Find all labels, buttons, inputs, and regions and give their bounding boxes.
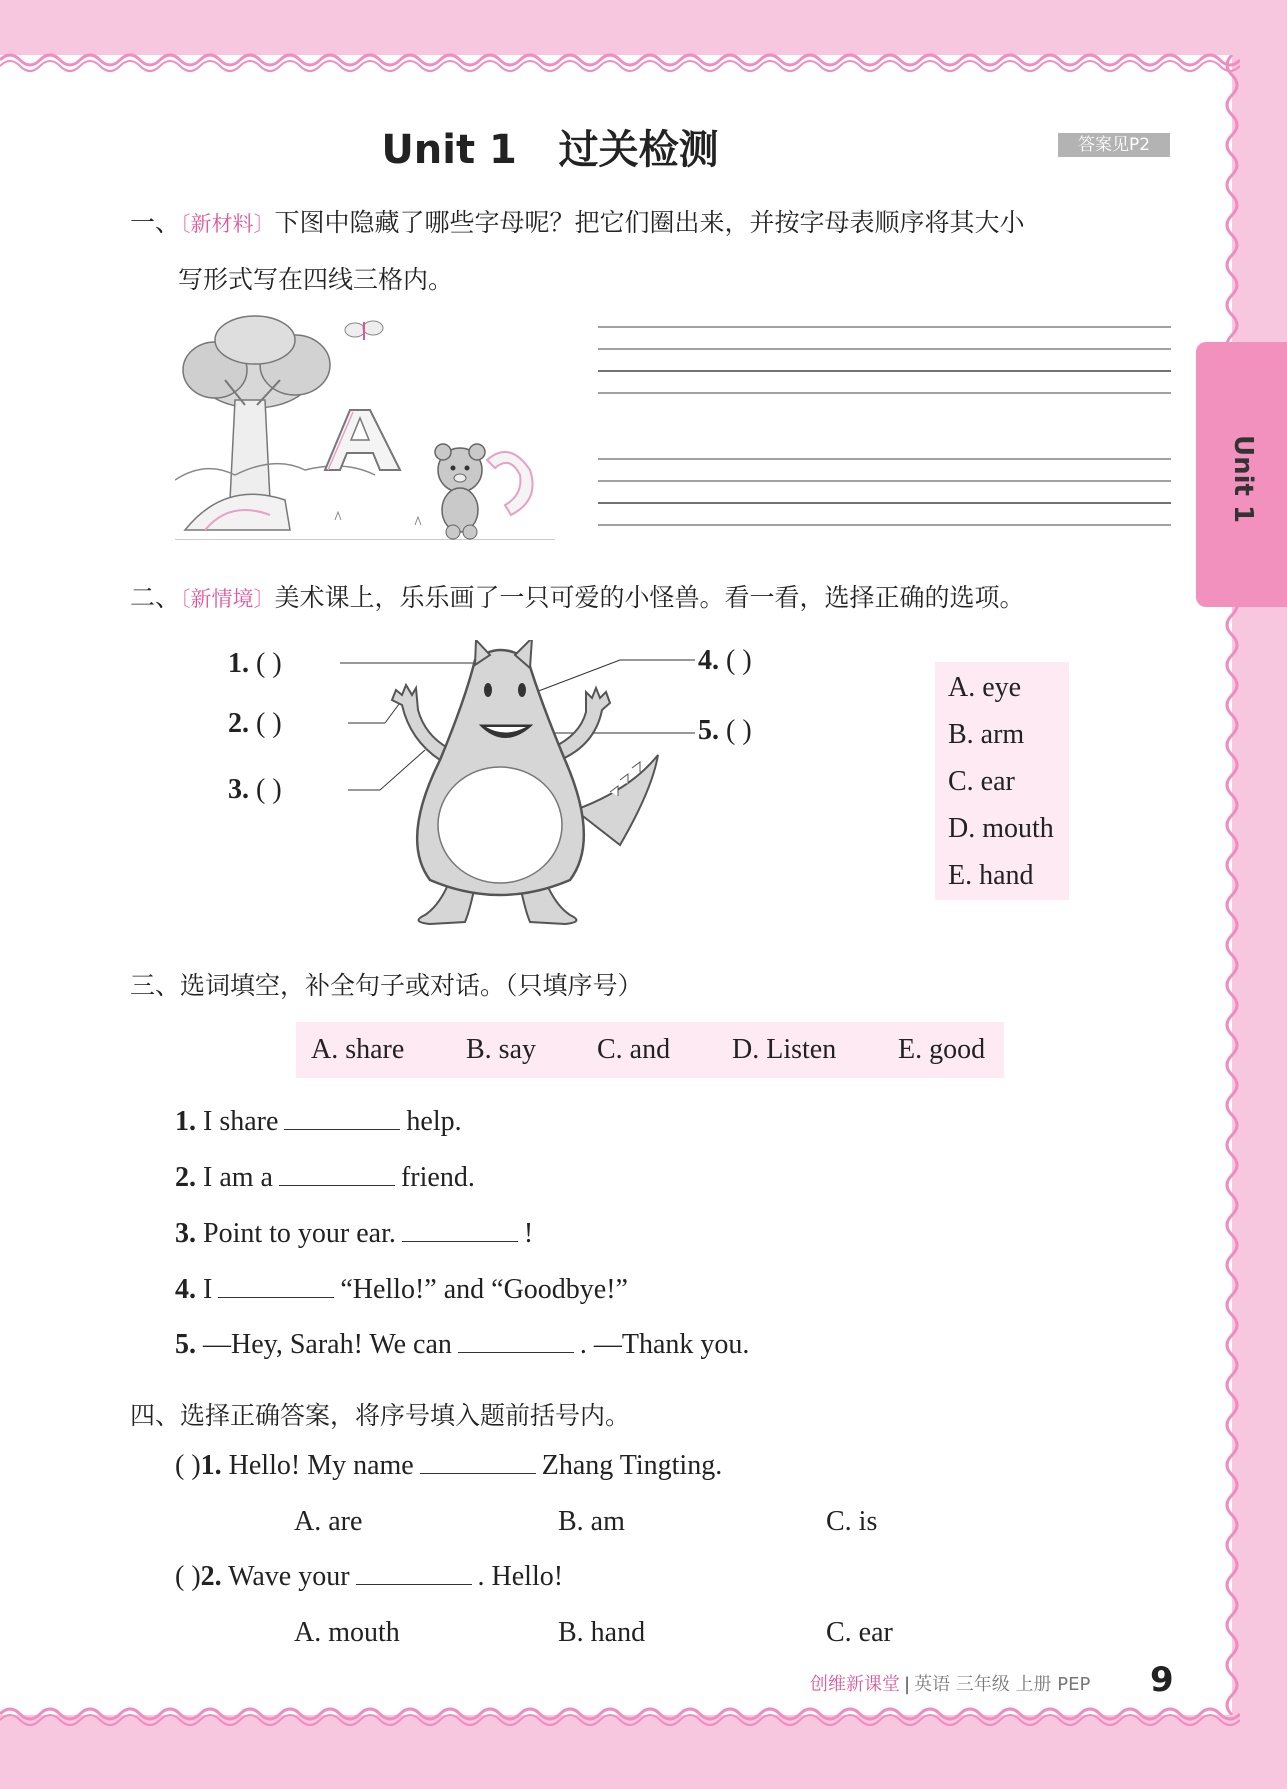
letter-a-shape [325, 410, 400, 470]
answer-blank[interactable] [458, 1351, 574, 1353]
bottom-wave-border [0, 1700, 1240, 1740]
section1-instruction-line1: 下图中隐藏了哪些字母呢？把它们圈出来，并按字母表顺序将其大小 [274, 208, 1025, 237]
fill-item-3: 3. Point to your ear. ! [175, 1218, 534, 1249]
q2-option-c: C. ear [826, 1617, 893, 1648]
section4-heading: 四、选择正确答案，将序号填入题前括号内。 [130, 1401, 631, 1430]
fill-item-5: 5. —Hey, Sarah! We can . —Thank you. [175, 1329, 750, 1360]
answer-blank [356, 1583, 472, 1585]
word-bank-a: A. share [311, 1034, 405, 1065]
word-bank-b: B. say [466, 1034, 536, 1065]
section3-heading: 三、选词填空，补全句子或对话。（只填序号） [130, 971, 643, 1000]
answer-paren[interactable]: ( ) [175, 1450, 201, 1481]
answer-blank[interactable] [402, 1240, 518, 1242]
word-bank-c: C. and [597, 1034, 671, 1065]
footer-separator: | [904, 1674, 911, 1695]
new-material-tag: 〔新材料〕 [180, 212, 275, 236]
page-title: Unit 1 过关检测 [381, 127, 719, 173]
monster-illustration [340, 640, 710, 930]
monster-label-5[interactable]: 5. ( ) [698, 715, 752, 746]
fill-item-2: 2. I am a friend. [175, 1162, 475, 1193]
top-wave-border [0, 40, 1240, 80]
fill-item-1: 1. I share help. [175, 1106, 462, 1137]
section1-instruction-line2: 写形式写在四线三格内。 [178, 265, 454, 294]
choice-question-2: ( )2. Wave your . Hello! [175, 1561, 564, 1592]
answer-blank[interactable] [284, 1128, 400, 1130]
option-d: D. mouth [948, 813, 1054, 844]
answer-reference-badge: 答案见P2 [1058, 133, 1170, 157]
word-bank-e: E. good [898, 1034, 986, 1065]
monster-label-3[interactable]: 3. ( ) [228, 774, 282, 805]
option-c: C. ear [948, 766, 1015, 797]
q1-option-a: A. are [294, 1506, 363, 1537]
butterfly-illustration [345, 321, 383, 340]
q1-option-b: B. am [558, 1506, 625, 1537]
q2-option-a: A. mouth [294, 1617, 400, 1648]
q1-option-c: C. is [826, 1506, 878, 1537]
option-e: E. hand [948, 860, 1034, 891]
new-context-tag: 〔新情境〕 [180, 587, 275, 611]
word-bank-d: D. Listen [732, 1034, 837, 1065]
monster-label-2[interactable]: 2. ( ) [228, 708, 282, 739]
q2-option-b: B. hand [558, 1617, 646, 1648]
option-a: A. eye [948, 672, 1022, 703]
side-tab-label: Unit 1 [1228, 435, 1258, 524]
tree-illustration [183, 316, 330, 500]
answer-blank[interactable] [218, 1296, 334, 1298]
choice-question-1: ( )1. Hello! My name Zhang Tingting. [175, 1450, 723, 1481]
four-line-grid-upper[interactable] [598, 325, 1171, 397]
option-b: B. arm [948, 719, 1025, 750]
bear-illustration [435, 444, 485, 539]
brand-name: 创维新课堂 [810, 1674, 900, 1695]
hidden-letters-picture [175, 310, 555, 540]
footer-series-info [810, 1670, 1090, 1696]
section1-heading [130, 203, 1025, 239]
monster-label-1[interactable]: 1. ( ) [228, 648, 282, 679]
section1-number: 一、 [130, 208, 181, 237]
section2-number: 二、 [130, 583, 181, 612]
fill-item-4: 4. I “Hello!” and “Goodbye!” [175, 1274, 628, 1305]
section2-heading [130, 578, 1025, 614]
four-line-grid-lower[interactable] [598, 457, 1171, 529]
monster-label-4[interactable]: 4. ( ) [698, 645, 752, 676]
right-wave-border [1218, 55, 1248, 1715]
letter-c-shape [487, 452, 533, 515]
answer-blank [420, 1472, 536, 1474]
page-number: 9 [1150, 1660, 1174, 1700]
answer-blank[interactable] [279, 1184, 395, 1186]
book-info: 英语 三年级 上册 PEP [914, 1674, 1091, 1695]
section2-instruction: 美术课上，乐乐画了一只可爱的小怪兽。看一看，选择正确的选项。 [274, 583, 1025, 612]
answer-paren[interactable]: ( ) [175, 1561, 201, 1592]
